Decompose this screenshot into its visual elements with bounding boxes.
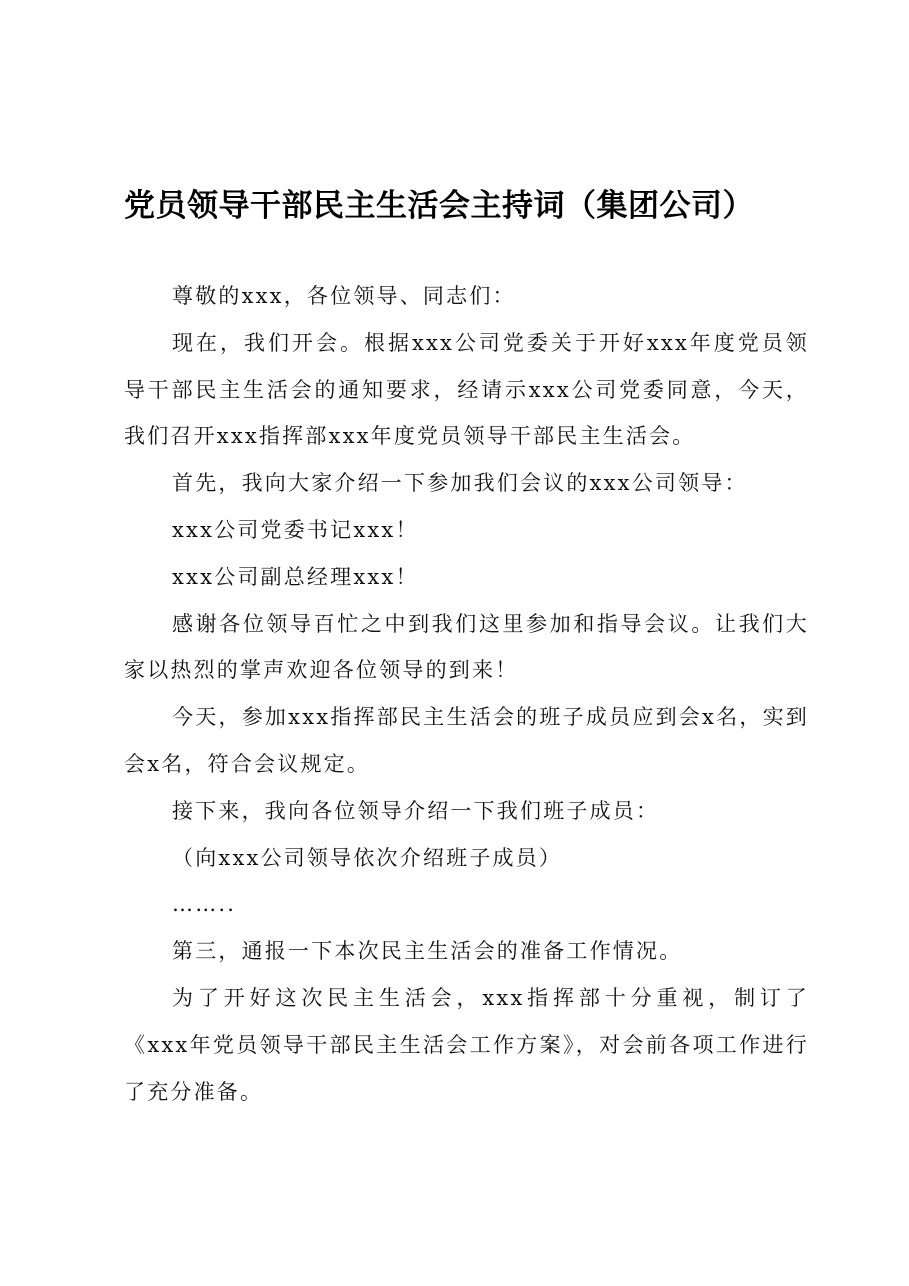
- paragraph-salutation: 尊敬的xxx，各位领导、同志们：: [172, 284, 516, 308]
- paragraph-section-three: 第三，通报一下本次民主生活会的准备工作情况。: [172, 939, 683, 964]
- paragraph-leader-2: xxx公司副总经理xxx！: [172, 564, 419, 589]
- document-title: 党员领导干部民主生活会主持词（集团公司）: [124, 188, 754, 224]
- paragraph-note: （向xxx公司领导依次介绍班子成员）: [172, 845, 563, 870]
- paragraph-preparation: 为了开好这次民主生活会，xxx指挥部十分重视，制订了《xxx年党员领导干部民主生活会工作方案》，对会前各项工作进行了充分准备。: [124, 985, 809, 1104]
- paragraph-leader-1: xxx公司党委书记xxx！: [172, 517, 419, 542]
- paragraph-attendance: 今天，参加xxx指挥部民主生活会的班子成员应到会x名，实到会x名，符合会议规定。: [124, 705, 809, 776]
- paragraph-ellipsis: ……..: [172, 892, 237, 917]
- paragraph-welcome: 感谢各位领导百忙之中到我们这里参加和指导会议。让我们大家以热烈的掌声欢迎各位领导的到来！: [124, 611, 809, 683]
- paragraph-opening: 现在，我们开会。根据xxx公司党委关于开好xxx年度党员领导干部民主生活会的通知要求，经请示xxx公司党委同意，今天，我们召开xxx指挥部xxx年度党员领导干部民主生活会。: [124, 330, 809, 449]
- paragraph-introduce-members: 接下来，我向各位领导介绍一下我们班子成员：: [172, 798, 660, 823]
- paragraph-introduce-leaders: 首先，我向大家介绍一下参加我们会议的xxx公司领导：: [172, 471, 748, 496]
- document-body: [124, 273, 809, 1115]
